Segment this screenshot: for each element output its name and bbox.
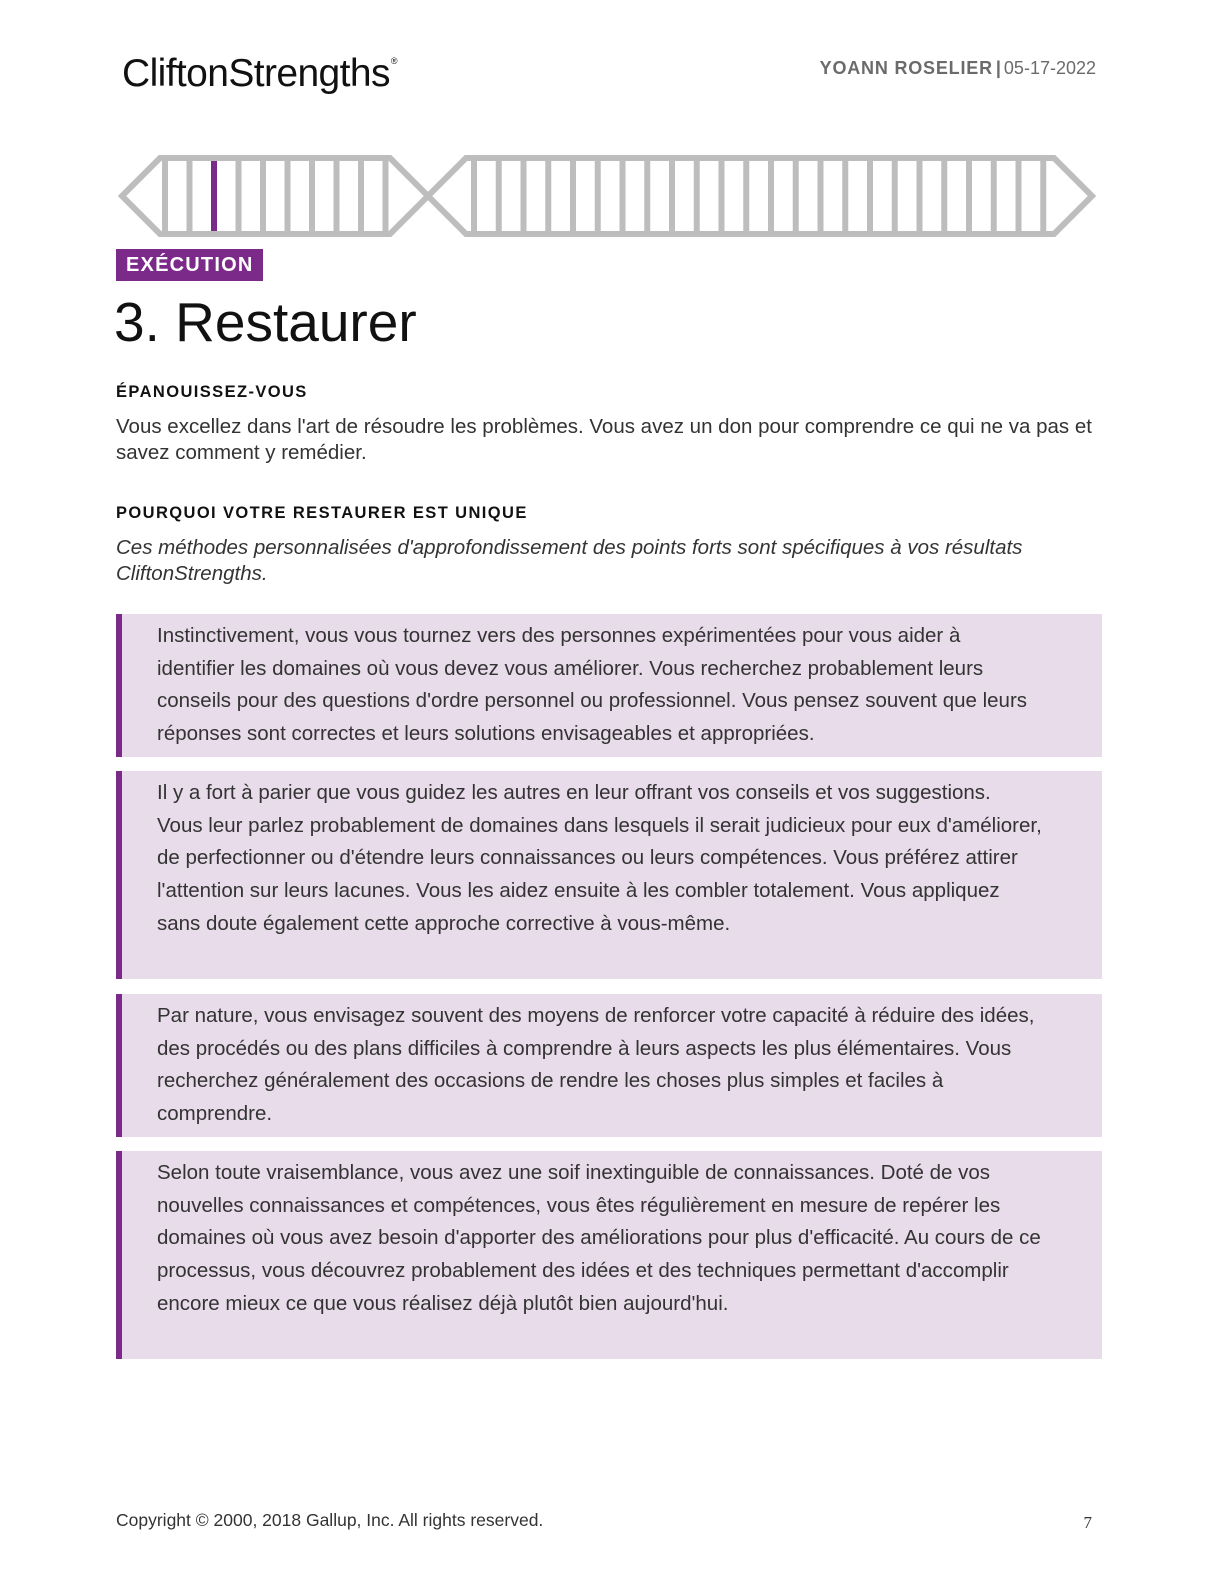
rank-segment [669,158,675,234]
theme-rank-graphic [118,154,1098,238]
rank-segment [694,158,700,234]
rank-segment [496,158,502,234]
rank-segment [260,158,266,234]
domain-tag: EXÉCUTION [116,249,263,281]
rank-segment [620,158,626,234]
rank-segment-highlighted [211,158,217,234]
rank-segment [917,158,923,234]
insight-card: Il y a fort à parier que vous guidez les autres en leur offrant vos conseils et vos suggestions. Vous leur parlez probablement de domaines dans lesquels il serait judicieux pour eux d'améliorer, de perfectionner ou d'étendre leurs connaissances ou leurs compétences. Vous préférez attirer l'attention sur leurs lacunes. Vous les aidez ensuite à les combler totalement. Vous appliquez sans doute également cette approche corrective à vous-même. [116,771,1102,979]
rank-segment [892,158,898,234]
insight-card: Selon toute vraisemblance, vous avez une soif inextinguible de connaissances. Doté de vos nouvelles connaissances et compétences, vous êtes régulièrement en mesure de repérer les domaines où vous avez besoin d'apporter des améliorations pour plus d'efficacité. Au cours de ce processus, vous découvrez probablement des idées et des techniques permettant d'accomplir encore mieux ce que vous réalisez déjà plutôt bien aujourd'hui. [116,1151,1102,1359]
rank-segment [162,158,168,234]
rank-segment [768,158,774,234]
rank-segment [966,158,972,234]
insight-card: Par nature, vous envisagez souvent des moyens de renforcer votre capacité à réduire des idées, des procédés ou des plans difficiles à comprendre à leurs aspects les plus élémentaires. Vous recherchez généralement des occasions de rendre les choses plus simples et faciles à comprendre. [116,994,1102,1137]
thrive-text: Vous excellez dans l'art de résoudre les problèmes. Vous avez un don pour comprendre ce qui ne va pas et savez comment y remédier. [116,415,1092,464]
theme-title: 3. Restaurer [114,291,417,353]
copyright-text: Copyright © 2000, 2018 Gallup, Inc. All rights reserved. [116,1510,544,1530]
rank-segment [941,158,947,234]
report-date: 05-17-2022 [1003,58,1096,78]
insight-card: Instinctivement, vous vous tournez vers des personnes expérimentées pour vous aider à identifier les domaines où vous devez vous améliorer. Vous recherchez probablement leurs conseils pour des questions d'ordre personnel ou professionnel. Vous pensez souvent que leurs réponses sont correctes et leurs solutions envisageables et appropriées. [116,614,1102,757]
rank-segment [867,158,873,234]
rank-segments [162,158,1046,234]
rank-segment [334,158,340,234]
rank-segment [644,158,650,234]
cliftonstrengths-logo [122,52,397,96]
page-number: 7 [1083,1513,1092,1532]
rank-segment [719,158,725,234]
rank-segment [236,158,242,234]
rank-segment [842,158,848,234]
rank-segment [595,158,601,234]
rank-segment [1040,158,1046,234]
rank-segment [991,158,997,234]
rank-segment [545,158,551,234]
rank-segment [570,158,576,234]
user-name: YOANN ROSELIER [819,58,993,78]
rank-segment [309,158,315,234]
rank-segment [743,158,749,234]
thrive-heading: ÉPANOUISSEZ-VOUS [116,383,308,401]
header-separator: | [995,58,1001,78]
rank-segment [383,158,389,234]
report-header-info [820,58,1096,79]
rank-segment [793,158,799,234]
rank-segment [285,158,291,234]
unique-heading: POURQUOI VOTRE RESTAURER EST UNIQUE [116,504,528,522]
registered-mark: ® [390,56,397,66]
rank-segment [471,158,477,234]
unique-text: Ces méthodes personnalisées d'approfondissement des points forts sont spécifiques à vos résultats CliftonStrengths. [116,536,1023,585]
rank-segment [187,158,193,234]
rank-segment [358,158,364,234]
rank-segment [521,158,527,234]
rank-segment [1016,158,1022,234]
logo-text: CliftonStrengths [122,52,390,95]
rank-segment [818,158,824,234]
